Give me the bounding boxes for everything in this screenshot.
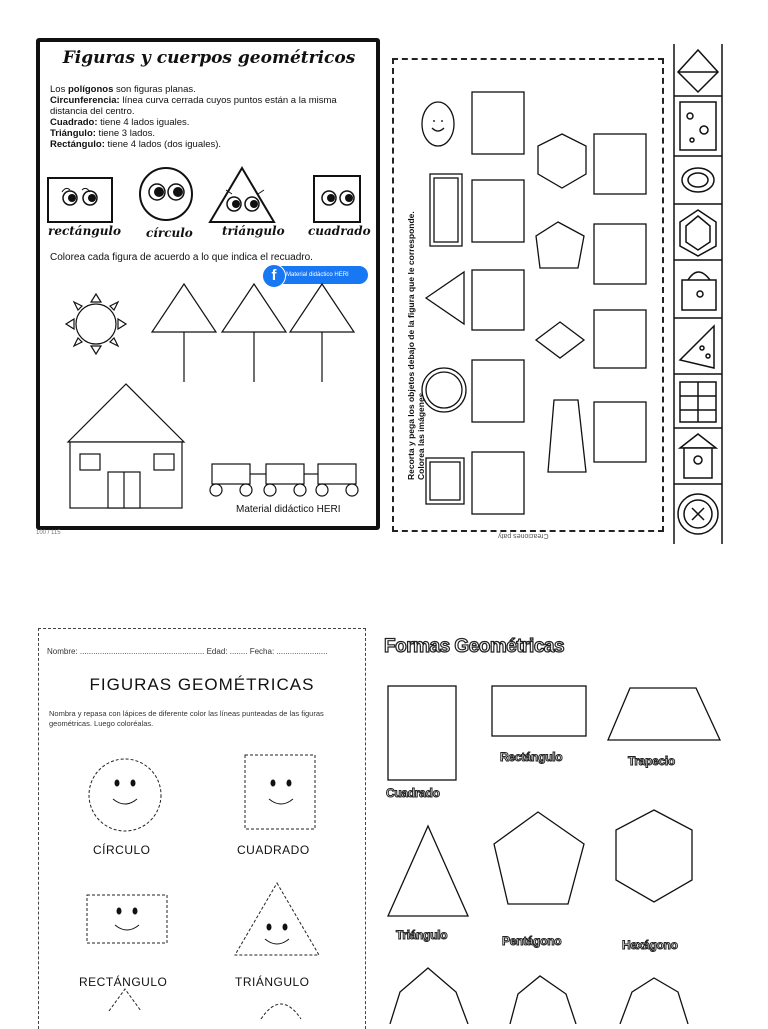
facebook-badge[interactable]: f Material didáctico HERI bbox=[264, 266, 368, 284]
label-triangulo: Triángulo bbox=[396, 928, 448, 942]
worksheet-title: FIGURAS GEOMÉTRICAS bbox=[89, 675, 315, 694]
sun-icon bbox=[66, 294, 126, 354]
circle-face-icon bbox=[422, 368, 466, 412]
geometric-outline-shapes bbox=[380, 676, 730, 1024]
label-rectangulo: rectángulo bbox=[48, 224, 121, 238]
worksheet-figuras-cuerpos bbox=[36, 38, 380, 530]
label-rectangulo: Rectángulo bbox=[500, 750, 563, 764]
diamond-face-icon bbox=[536, 322, 584, 358]
bag-icon bbox=[682, 272, 716, 310]
cutout-strip bbox=[672, 44, 724, 544]
pizza-icon bbox=[680, 326, 714, 368]
worksheet-recorta-pega bbox=[392, 58, 664, 532]
label-cuadrado: Cuadrado bbox=[386, 786, 440, 800]
pentagon-face-icon bbox=[536, 222, 584, 268]
house-icon bbox=[68, 384, 184, 508]
upside-down-credit: Creaciones paty bbox=[498, 532, 549, 539]
hexagon-outline-icon bbox=[616, 810, 692, 902]
dotted-circle-icon bbox=[89, 759, 161, 831]
definitions-text: Los polígonos son figuras planas. Circunferencia: línea curva cerrada cuyos puntos están a la misma distancia del centro. Cuadrado: tiene 4 lados iguales. Triángulo: tiene 3 lados. Rectángulo: tiene 4 lados (dos iguales). bbox=[50, 84, 337, 150]
hexagon-face-icon bbox=[538, 134, 586, 188]
triangle-outline-icon bbox=[388, 826, 468, 916]
triangle-tree-icons bbox=[152, 284, 354, 382]
label-hexagono: Hexágono bbox=[622, 938, 678, 952]
button-icon bbox=[678, 494, 718, 534]
label-cuadrado: cuadrado bbox=[308, 224, 371, 238]
label-trapecio: Trapecio bbox=[628, 754, 675, 768]
worksheet-figuras-geometricas bbox=[38, 628, 366, 1029]
window-icon bbox=[680, 382, 716, 422]
dotted-rectangle-icon bbox=[87, 895, 167, 943]
worksheet-instruction: Nombra y repasa con lápices de diferente color las líneas punteadas de las figuras geométricas. Luego coloréalas. bbox=[49, 709, 324, 728]
label-triangulo: triángulo bbox=[222, 224, 285, 238]
mirror-icon bbox=[682, 168, 714, 192]
rectangle-face-icon bbox=[430, 174, 462, 246]
label-circulo: CÍRCULO bbox=[93, 843, 151, 857]
trapezoid-face-icon bbox=[548, 400, 586, 472]
oval-face-icon bbox=[422, 102, 454, 146]
circle-face-icon bbox=[140, 168, 192, 220]
square-face-icon bbox=[314, 176, 360, 222]
kite-icon bbox=[678, 50, 718, 92]
name-age-date-line: Nombre: ........................................................ Edad: ........ Fecha: ....................... bbox=[47, 647, 328, 656]
coloring-instruction: Colorea cada figura de acuerdo a lo que indica el recuadro. bbox=[50, 252, 313, 263]
label-triangulo: TRIÁNGULO bbox=[235, 975, 310, 989]
triangle-face-icon bbox=[426, 272, 464, 324]
label-cuadrado: CUADRADO bbox=[237, 843, 310, 857]
credit-text: Material didáctico HERI bbox=[236, 504, 341, 515]
worksheet-title: Formas Geométricas bbox=[384, 636, 565, 657]
birdhouse-icon bbox=[680, 434, 716, 478]
cheese-icon bbox=[680, 102, 716, 150]
pentagon-outline-icon bbox=[494, 812, 584, 904]
page-number: 100 / 115 bbox=[36, 530, 61, 536]
label-circulo: círculo bbox=[146, 226, 193, 240]
shape-faces-row bbox=[36, 164, 380, 228]
triangle-face-icon bbox=[210, 168, 274, 222]
vertical-instruction: Recorta y pega los objetos debajo de la figura que le corresponde. Colorea las imágenes. bbox=[406, 211, 426, 480]
dotted-square-icon bbox=[245, 755, 315, 829]
square-face-icon bbox=[426, 458, 464, 504]
label-pentagono: Pentágono bbox=[502, 934, 562, 948]
rectangle-face-icon bbox=[48, 178, 112, 222]
square-outline-icon bbox=[388, 686, 456, 780]
coloring-drawings bbox=[36, 278, 380, 518]
gem-icon bbox=[680, 210, 716, 256]
worksheet-title: Figuras y cuerpos geométricos bbox=[62, 48, 356, 68]
train-icon bbox=[210, 464, 358, 496]
rectangle-outline-icon bbox=[492, 686, 586, 736]
trapezoid-outline-icon bbox=[608, 688, 720, 740]
matching-shapes bbox=[418, 60, 662, 530]
facebook-icon: f bbox=[262, 264, 286, 288]
label-rectangulo: RECTÁNGULO bbox=[79, 975, 168, 989]
